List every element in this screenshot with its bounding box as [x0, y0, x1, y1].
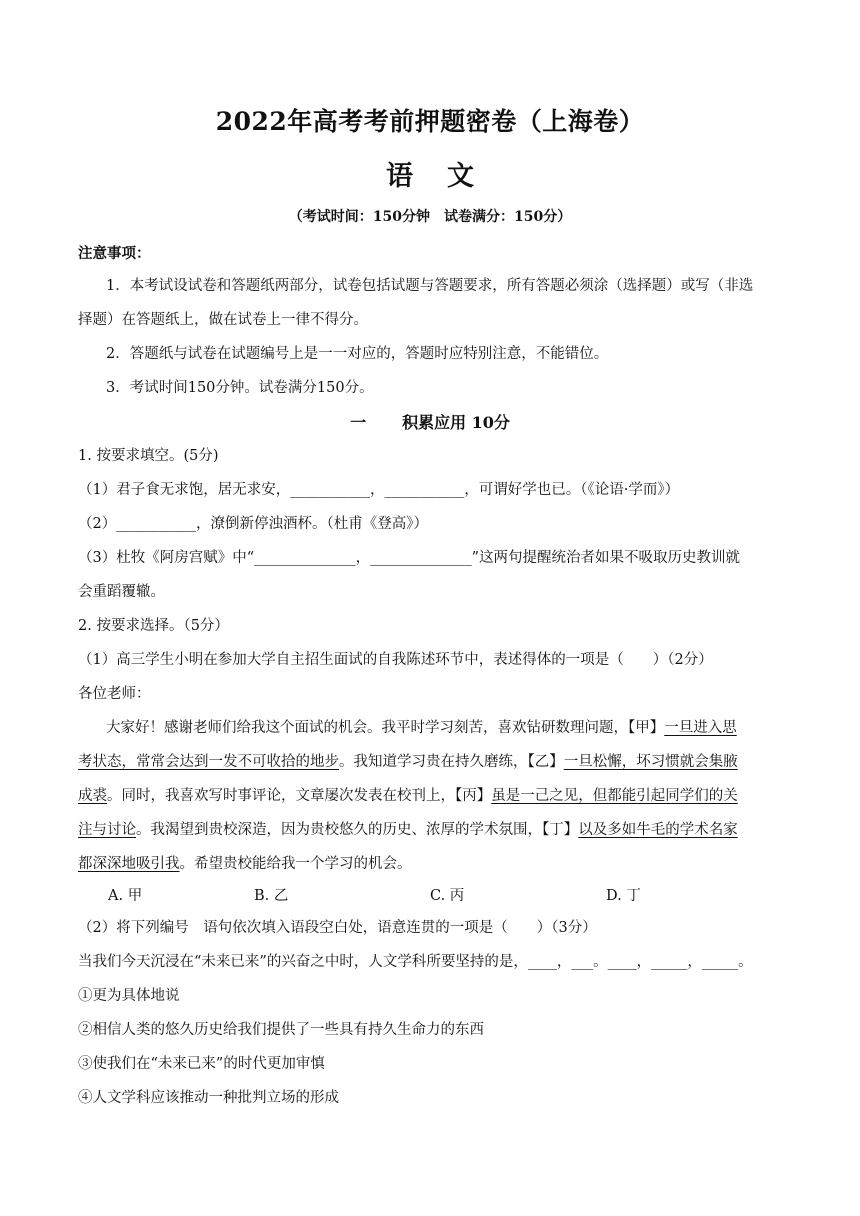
question-2-prompt: 2. 按要求选择。（5分） — [78, 618, 229, 634]
question-1-sub-3-line-2: 会重蹈覆辙。 — [78, 584, 165, 600]
underlined-phrase-bing-cont: 注与讨论 — [78, 822, 136, 838]
underlined-phrase-jia: 一旦进入思 — [664, 720, 737, 736]
passage-line-4 — [78, 820, 784, 840]
subject-title: 语文 — [386, 161, 508, 192]
passage-line-3 — [78, 786, 784, 806]
passage-greeting: 各位老师： — [78, 686, 151, 702]
choice-d[interactable]: D. 丁 — [606, 888, 641, 904]
underlined-phrase-yi: 一旦松懈，坏习惯就会集腋 — [563, 754, 738, 770]
choice-b[interactable]: B. 乙 — [254, 888, 289, 904]
option-2: ②相信人类的悠久历史给我们提供了一些具有持久生命力的东西 — [78, 1022, 484, 1038]
question-1-prompt: 1. 按要求填空。(5分) — [78, 448, 219, 464]
choice-c[interactable]: C. 丙 — [430, 888, 465, 904]
notice-item-1-line-2: 择题）在答题纸上，做在试卷上一律不得分。 — [78, 312, 368, 328]
choice-a[interactable]: A. 甲 — [108, 888, 143, 904]
underlined-phrase-yi-cont: 成裘 — [78, 788, 107, 804]
passage-line-1 — [106, 718, 784, 738]
page-title: 2022年高考考前押题密卷（上海卷） — [215, 107, 645, 136]
underlined-phrase-ding: 以及多如牛毛的学术名家 — [578, 822, 738, 838]
question-1-sub-1: （1）君子食无求饱，居无求安，___________，___________，可谓好学也已。（《论语·学而》） — [78, 482, 680, 498]
option-1: ①更为具体地说 — [78, 988, 180, 1004]
question-1-sub-3-line-1: （3）杜牧《阿房宫赋》中“______________，______________”这两句提醒统治者如果不吸取历史教训就 — [78, 550, 741, 566]
passage-text: 大家好！感谢老师们给我这个面试的机会。我平时学习刻苦，喜欢钻研数理问题，【甲】 — [106, 720, 665, 736]
passage-line-5 — [78, 854, 784, 874]
question-2-sub-1: （1）高三学生小明在参加大学自主招生面试的自我陈述环节中，表述得体的一项是（ ）（2分） — [78, 652, 713, 668]
exam-info: （考试时间：150分钟 试卷满分：150分） — [288, 209, 572, 225]
section-heading — [0, 410, 860, 433]
section-label: 积累应用 10分 — [402, 413, 510, 432]
notice-item-1-line-1: 1．本考试设试卷和答题纸两部分，试卷包括试题与答题要求，所有答题必须涂（选择题）或写（非选 — [106, 278, 754, 294]
option-3: ③使我们在“未来已来”的时代更加审慎 — [78, 1056, 325, 1072]
notice-heading: 注意事项： — [78, 245, 151, 262]
notice-item-3: 3．考试时间150分钟。试卷满分150分。 — [106, 380, 374, 396]
underlined-phrase-ding-cont: 都深深地吸引我 — [78, 856, 180, 872]
passage-line-2 — [78, 752, 784, 772]
section-number: 一 — [350, 413, 367, 432]
passage-text: 。我知道学习贵在持久磨练，【乙】 — [339, 754, 564, 770]
option-4: ④人文学科应该推动一种批判立场的形成 — [78, 1090, 339, 1106]
underlined-phrase-jia-cont: 考状态，常常会达到一发不可收拾的地步 — [78, 754, 339, 770]
passage-text: 。同时，我喜欢写时事评论，文章屡次发表在校刊上，【丙】 — [107, 788, 492, 804]
question-2-sub-2-stem: 当我们今天沉浸在“未来已来”的兴奋之中时，人文学科所要坚持的是，____，___。____，_____，_____。 — [78, 954, 753, 970]
passage-text: 。我渴望到贵校深造，因为贵校悠久的历史、浓厚的学术氛围，【丁】 — [136, 822, 579, 838]
question-1-sub-2: （2）___________，潦倒新停浊酒杯。（杜甫《登高》） — [78, 516, 428, 532]
question-2-sub-2: （2）将下列编号 语句依次填入语段空白处，语意连贯的一项是（ ）（3分） — [78, 920, 597, 936]
notice-item-2: 2．答题纸与试卷在试题编号上是一一对应的，答题时应特别注意，不能错位。 — [106, 346, 609, 362]
underlined-phrase-bing: 虽是一己之见，但都能引起同学们的关 — [491, 788, 738, 804]
passage-text: 。希望贵校能给我一个学习的机会。 — [179, 856, 412, 872]
